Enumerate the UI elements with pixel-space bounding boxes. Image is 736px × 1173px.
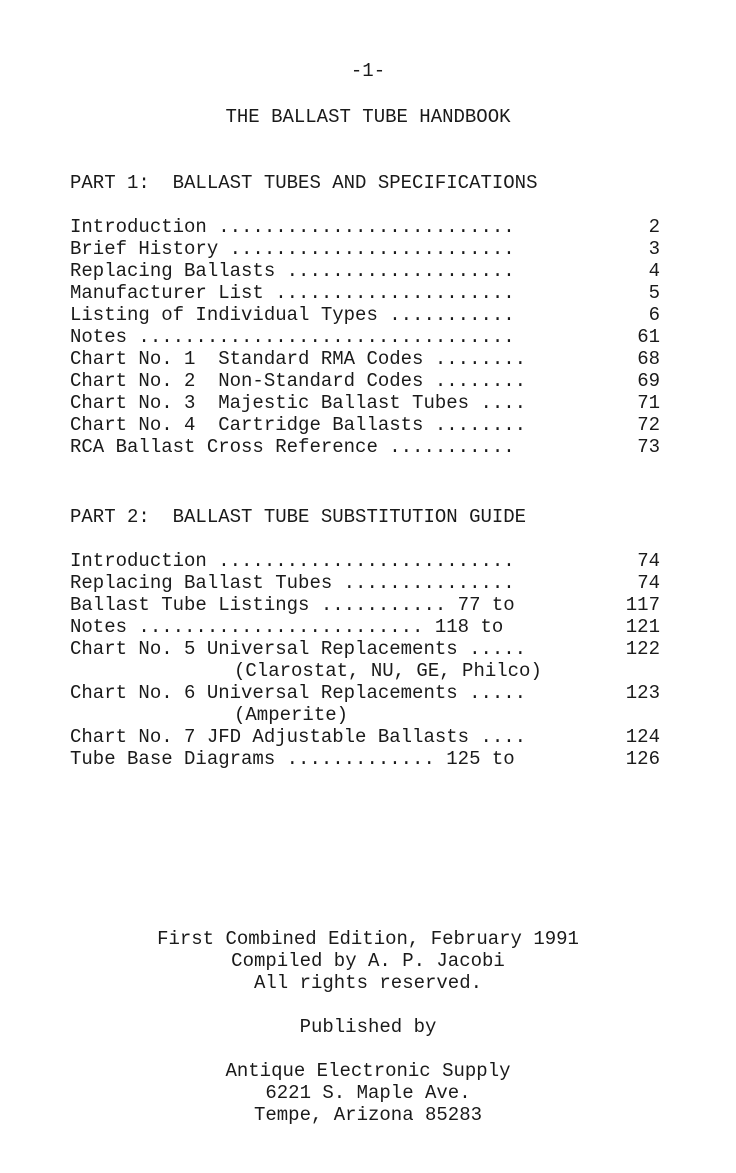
toc-entry	[70, 726, 660, 748]
toc-entry	[70, 348, 660, 370]
toc-entry	[70, 748, 660, 770]
toc-entry-page: 69	[637, 370, 660, 392]
part2-heading: PART 2: BALLAST TUBE SUBSTITUTION GUIDE	[70, 506, 527, 528]
toc-entry-title: Replacing Ballast Tubes ...............	[70, 572, 515, 594]
toc-entry-title: Introduction ..........................	[70, 550, 515, 572]
toc-entry-page: 6	[648, 304, 660, 326]
document-title: THE BALLAST TUBE HANDBOOK	[225, 106, 511, 128]
toc-entry	[70, 326, 660, 348]
publisher-name: Antique Electronic Supply	[225, 1060, 511, 1082]
toc-entry-title: Brief History .........................	[70, 238, 515, 260]
toc-entry-title: Notes .................................	[70, 326, 515, 348]
toc-entry	[70, 660, 660, 682]
toc-entry	[70, 238, 660, 260]
toc-entry-title: Chart No. 7 JFD Adjustable Ballasts ....	[70, 726, 527, 748]
toc-entry-title: Manufacturer List .....................	[70, 282, 515, 304]
toc-entry-title: Chart No. 6 Universal Replacements .....	[70, 682, 527, 704]
toc-entry-page: 74	[637, 572, 660, 594]
toc-entry-page: 73	[637, 436, 660, 458]
compiled-line: Compiled by A. P. Jacobi	[231, 950, 505, 972]
toc-entry-page: 126	[625, 748, 660, 770]
toc-entry-title: (Amperite)	[234, 704, 349, 726]
toc-entry	[70, 682, 660, 704]
toc-entry	[70, 436, 660, 458]
toc-entry-title: Tube Base Diagrams ............. 125 to	[70, 748, 515, 770]
toc-entry	[70, 550, 660, 572]
toc-entry	[70, 304, 660, 326]
toc-entry-page: 2	[648, 216, 660, 238]
part1-toc	[70, 216, 660, 458]
toc-entry-page: 121	[625, 616, 660, 638]
published-by-line: Published by	[299, 1016, 437, 1038]
toc-entry-page: 122	[625, 638, 660, 660]
toc-entry-title: Chart No. 1 Standard RMA Codes ........	[70, 348, 527, 370]
toc-entry-page: 117	[625, 594, 660, 616]
publisher-address-city: Tempe, Arizona 85283	[253, 1104, 483, 1126]
toc-entry	[70, 594, 660, 616]
toc-entry-title: Chart No. 2 Non-Standard Codes ........	[70, 370, 527, 392]
toc-entry-page: 74	[637, 550, 660, 572]
toc-entry-title: Listing of Individual Types ...........	[70, 304, 515, 326]
toc-entry	[70, 282, 660, 304]
toc-entry	[70, 572, 660, 594]
toc-entry-page: 72	[637, 414, 660, 436]
toc-entry	[70, 414, 660, 436]
toc-entry-page: 71	[637, 392, 660, 414]
part1-heading: PART 1: BALLAST TUBES AND SPECIFICATIONS	[70, 172, 538, 194]
toc-entry	[70, 216, 660, 238]
toc-entry	[70, 392, 660, 414]
toc-entry	[70, 704, 660, 726]
toc-entry-page: 3	[648, 238, 660, 260]
toc-entry-page: 123	[625, 682, 660, 704]
toc-entry-title: Chart No. 3 Majestic Ballast Tubes ....	[70, 392, 527, 414]
toc-entry-title: Notes ......................... 118 to	[70, 616, 504, 638]
rights-line: All rights reserved.	[253, 972, 483, 994]
toc-entry-title: Ballast Tube Listings ........... 77 to	[70, 594, 515, 616]
toc-entry-page: 124	[625, 726, 660, 748]
toc-entry-title: (Clarostat, NU, GE, Philco)	[234, 660, 542, 682]
publisher-address-street: 6221 S. Maple Ave.	[265, 1082, 471, 1104]
toc-entry	[70, 638, 660, 660]
toc-entry-page: 4	[648, 260, 660, 282]
toc-entry-page: 5	[648, 282, 660, 304]
part2-toc	[70, 550, 660, 770]
toc-entry-title: RCA Ballast Cross Reference ...........	[70, 436, 515, 458]
edition-line: First Combined Edition, February 1991	[157, 928, 579, 950]
toc-entry-title: Replacing Ballasts ....................	[70, 260, 515, 282]
page-number: -1-	[350, 60, 386, 82]
toc-entry	[70, 260, 660, 282]
toc-entry-title: Chart No. 5 Universal Replacements .....	[70, 638, 527, 660]
toc-entry	[70, 370, 660, 392]
toc-entry-title: Introduction ..........................	[70, 216, 515, 238]
toc-entry-title: Chart No. 4 Cartridge Ballasts ........	[70, 414, 527, 436]
toc-entry-page: 68	[637, 348, 660, 370]
toc-entry-page: 61	[637, 326, 660, 348]
toc-entry	[70, 616, 660, 638]
